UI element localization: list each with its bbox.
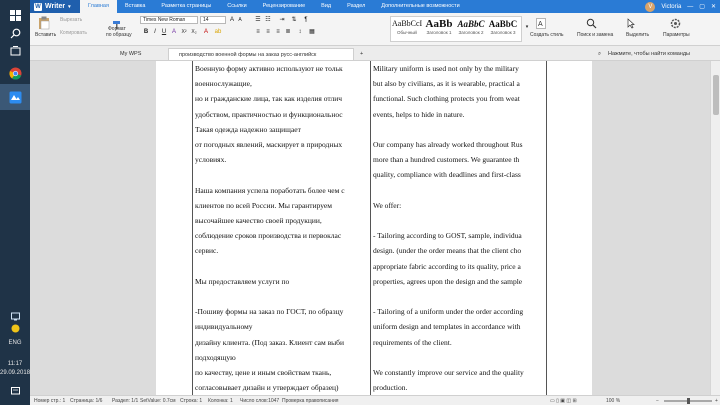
status-row: Строка: 1 bbox=[180, 398, 203, 404]
new-style-button[interactable]: Создать стиль bbox=[530, 32, 564, 38]
text-line: соблюдение сроков производства и первоклас bbox=[195, 231, 342, 241]
style-heading-2-preview: AaBbC bbox=[457, 19, 485, 29]
text-line: design. (under the order means that the client cho bbox=[373, 246, 522, 256]
user-name[interactable]: Victoria bbox=[661, 3, 682, 10]
copy-button[interactable]: Копировать bbox=[60, 30, 87, 36]
tab-references[interactable]: Ссылки bbox=[227, 3, 247, 9]
minimize-icon[interactable]: — bbox=[687, 3, 694, 10]
font-color-icon[interactable]: A bbox=[171, 29, 176, 35]
text-line: Мы предоставляем услуги по bbox=[195, 276, 290, 286]
text-line: properties, agrees upon the design and the sample bbox=[373, 276, 523, 286]
text-line: Такая одежда надежно защищает bbox=[195, 124, 301, 134]
status-pages[interactable]: Страница: 1/6 bbox=[70, 398, 103, 404]
style-heading-3-preview: AaBbC bbox=[488, 19, 518, 29]
text-line: клиентов по всей России. Мы гарантируем bbox=[195, 200, 332, 210]
params-button[interactable]: Параметры bbox=[663, 32, 690, 38]
document-workspace bbox=[30, 61, 710, 395]
wps-tray-icon[interactable] bbox=[0, 322, 30, 334]
sort-icon[interactable]: ⇅ bbox=[291, 17, 297, 23]
vertical-scrollbar[interactable] bbox=[710, 61, 720, 395]
shrink-font-icon[interactable]: A bbox=[238, 17, 242, 23]
style-normal[interactable] bbox=[392, 18, 422, 35]
text-line: по качеству, цене и иным свойствам ткань, bbox=[195, 368, 332, 377]
zoom-level[interactable]: 100 % bbox=[606, 398, 621, 404]
new-tab-button[interactable]: + bbox=[360, 51, 364, 57]
text-line: - Tailoring according to GOST, sample, individua bbox=[373, 231, 522, 241]
notification-icon[interactable] bbox=[0, 384, 30, 398]
zoom-slider-knob[interactable] bbox=[687, 398, 690, 404]
styles-gallery bbox=[390, 16, 522, 42]
align-center-icon[interactable]: ≡ bbox=[266, 29, 270, 35]
russian-column[interactable] bbox=[195, 61, 370, 395]
text-line: We offer: bbox=[373, 200, 402, 210]
text-line: сервис. bbox=[195, 246, 219, 256]
text-line: events, helps to hide in nature. bbox=[373, 109, 465, 119]
grow-font-icon[interactable]: A bbox=[229, 17, 234, 23]
english-column[interactable] bbox=[373, 61, 548, 395]
text-line: but also by civilians, as it is wearable, practical a bbox=[373, 79, 520, 89]
cut-button[interactable]: Вырезать bbox=[60, 17, 83, 23]
style-heading-2[interactable] bbox=[456, 18, 486, 35]
text-line: военнослужащие, bbox=[195, 79, 252, 89]
numbering-icon[interactable]: ☷ bbox=[265, 17, 271, 23]
styles-more-icon[interactable]: ▾ bbox=[525, 24, 529, 30]
superscript-icon[interactable]: X² bbox=[181, 29, 187, 35]
search-commands-icon[interactable]: ⌕ bbox=[598, 51, 602, 57]
text-highlight-icon[interactable]: A bbox=[203, 29, 208, 35]
subscript-icon[interactable]: X₂ bbox=[191, 29, 197, 35]
svg-text:A: A bbox=[538, 21, 543, 28]
tab-home[interactable]: Главная bbox=[80, 0, 117, 13]
app-menu-button[interactable] bbox=[30, 0, 80, 13]
text-line: quality, compliance with deadlines and first-class bbox=[373, 170, 521, 180]
text-line: Военную форму активно используют не тольк bbox=[195, 64, 343, 73]
clock-time[interactable]: 11:17 bbox=[7, 361, 23, 367]
command-search-hint[interactable]: Нажмите, чтобы найти команды bbox=[608, 51, 691, 57]
style-heading-1-preview: AaBb bbox=[425, 18, 453, 30]
text-line: условиях. bbox=[195, 155, 227, 165]
app-name: Writer bbox=[45, 3, 66, 10]
text-line: -Пошиву формы на заказ по ГОСТ, по образцу bbox=[195, 307, 344, 317]
paste-button[interactable]: Вставить bbox=[35, 32, 57, 38]
underline-icon[interactable]: U bbox=[161, 29, 167, 35]
document-tab-bar bbox=[30, 46, 720, 61]
text-line: удобством, практичностью и функциональнос bbox=[195, 109, 343, 119]
find-replace-button[interactable]: Поиск и замена bbox=[577, 32, 614, 38]
tab-page-layout[interactable]: Разметка страницы bbox=[161, 3, 212, 9]
align-right-icon[interactable]: ≡ bbox=[276, 29, 280, 35]
document-page[interactable] bbox=[156, 61, 592, 395]
style-heading-3[interactable] bbox=[488, 18, 518, 35]
highlight-color-icon[interactable]: ab bbox=[214, 29, 222, 35]
status-bar bbox=[30, 395, 720, 405]
tab-my-wps[interactable] bbox=[110, 48, 165, 60]
italic-icon[interactable]: I bbox=[154, 29, 156, 35]
bold-icon[interactable]: B bbox=[143, 29, 149, 35]
scrollbar-thumb[interactable] bbox=[713, 75, 719, 115]
style-normal-preview: AaBbCcI bbox=[392, 19, 423, 28]
close-icon[interactable]: ✕ bbox=[710, 4, 716, 10]
zoom-slider[interactable] bbox=[664, 400, 712, 402]
status-setvalue: SetValue: 0.7см bbox=[140, 398, 176, 404]
text-line: от погодных явлений, маскирует в природных bbox=[195, 140, 343, 149]
bilingual-table bbox=[192, 61, 547, 395]
wps-writer-taskbar-icon[interactable] bbox=[0, 84, 30, 110]
chevron-down-icon: ▾ bbox=[68, 3, 71, 10]
tab-extra-features[interactable]: Дополнительные возможности bbox=[381, 3, 460, 9]
text-line: согласовывает дизайн и утверждает образец) bbox=[195, 383, 339, 393]
show-marks-icon[interactable]: ¶ bbox=[304, 17, 308, 23]
font-size-select[interactable]: 14 bbox=[200, 16, 226, 24]
tab-review[interactable]: Рецензирование bbox=[262, 3, 306, 9]
text-line: requirements of the client. bbox=[373, 337, 452, 347]
chrome-icon[interactable] bbox=[0, 60, 30, 86]
text-line: - Tailoring of a uniform under the order according bbox=[373, 307, 524, 317]
clock-date[interactable]: 29.09.2018 bbox=[0, 370, 31, 376]
windows-taskbar bbox=[0, 0, 30, 405]
text-line: Our company has already worked throughout Rus bbox=[373, 140, 523, 149]
line-spacing-icon[interactable]: ↕ bbox=[298, 29, 302, 35]
status-spellcheck[interactable]: Проверка правописания bbox=[282, 398, 339, 404]
ribbon-toolbar bbox=[30, 13, 720, 46]
text-line: more than a hundred customers. We guarantee th bbox=[373, 155, 520, 165]
text-line: functional. Such clothing protects you from weat bbox=[373, 94, 520, 104]
format-painter-label-2[interactable]: по образцу bbox=[106, 32, 132, 38]
text-line: appropriate fabric according to its quality, price a bbox=[373, 261, 521, 271]
style-normal-label: Обычный bbox=[397, 30, 417, 35]
view-mode-icons[interactable]: ▭ ▯ ▣ ◫ ⊞ bbox=[550, 398, 577, 404]
text-line: подходящую bbox=[195, 352, 236, 362]
status-column: Колонка: 1 bbox=[208, 398, 233, 404]
text-line: uniform design and templates in accordance with bbox=[373, 322, 521, 332]
text-line: Наша компания успела поработать более чем с bbox=[195, 185, 345, 195]
maximize-icon[interactable]: ▢ bbox=[699, 4, 705, 10]
text-line: production. bbox=[373, 383, 408, 393]
tab-view[interactable]: Вид bbox=[321, 3, 332, 9]
avatar[interactable]: V bbox=[645, 2, 655, 12]
style-heading-1-label: Заголовок 1 bbox=[426, 30, 452, 35]
text-line: We constantly improve our service and the quality bbox=[373, 368, 524, 377]
font-name-select[interactable]: Times New Roman bbox=[140, 16, 198, 24]
text-line: высочайшее качество своей продукции, bbox=[195, 216, 322, 225]
tab-insert[interactable]: Вставка bbox=[124, 3, 146, 9]
text-line: индивидуальному bbox=[195, 322, 253, 332]
indent-icon[interactable]: ⇥ bbox=[279, 17, 285, 23]
justify-icon[interactable]: ≣ bbox=[285, 29, 291, 35]
status-page-number: Номер стр.: 1 bbox=[34, 398, 66, 404]
borders-icon[interactable]: ▦ bbox=[309, 29, 315, 35]
app-titlebar bbox=[30, 0, 720, 13]
my-wps-label: My WPS bbox=[120, 51, 142, 57]
zoom-in-icon[interactable]: + bbox=[715, 398, 718, 404]
table-column-divider bbox=[370, 61, 371, 395]
style-heading-3-label: Заголовок 3 bbox=[490, 30, 516, 35]
document-tab-label: производство военной формы на заказ русс-английск bbox=[179, 52, 317, 58]
tab-current-document[interactable] bbox=[168, 48, 354, 60]
status-section: Раздел: 1/1 bbox=[112, 398, 139, 404]
zoom-out-icon[interactable]: − bbox=[656, 398, 659, 404]
text-line: но и гражданские лица, так как изделия отлич bbox=[195, 94, 342, 104]
network-icon[interactable] bbox=[0, 310, 30, 322]
tab-section[interactable]: Раздел bbox=[347, 3, 366, 9]
text-line: дизайну клиента. (Под заказ. Клиент сам выби bbox=[195, 337, 345, 347]
bullets-icon[interactable]: ☰ bbox=[255, 17, 261, 23]
select-button[interactable]: Выделить bbox=[626, 32, 650, 38]
style-heading-1[interactable] bbox=[424, 18, 454, 35]
status-word-count[interactable]: Число слов:1047 bbox=[240, 398, 280, 404]
language-indicator[interactable]: ENG bbox=[8, 340, 22, 346]
writer-logo-icon: W bbox=[35, 3, 41, 10]
style-heading-2-label: Заголовок 2 bbox=[458, 30, 484, 35]
align-left-icon[interactable]: ≡ bbox=[256, 29, 260, 35]
format-painter-label-1[interactable]: Формат bbox=[108, 26, 126, 32]
text-line: Military uniform is used not only by the military bbox=[373, 64, 519, 73]
